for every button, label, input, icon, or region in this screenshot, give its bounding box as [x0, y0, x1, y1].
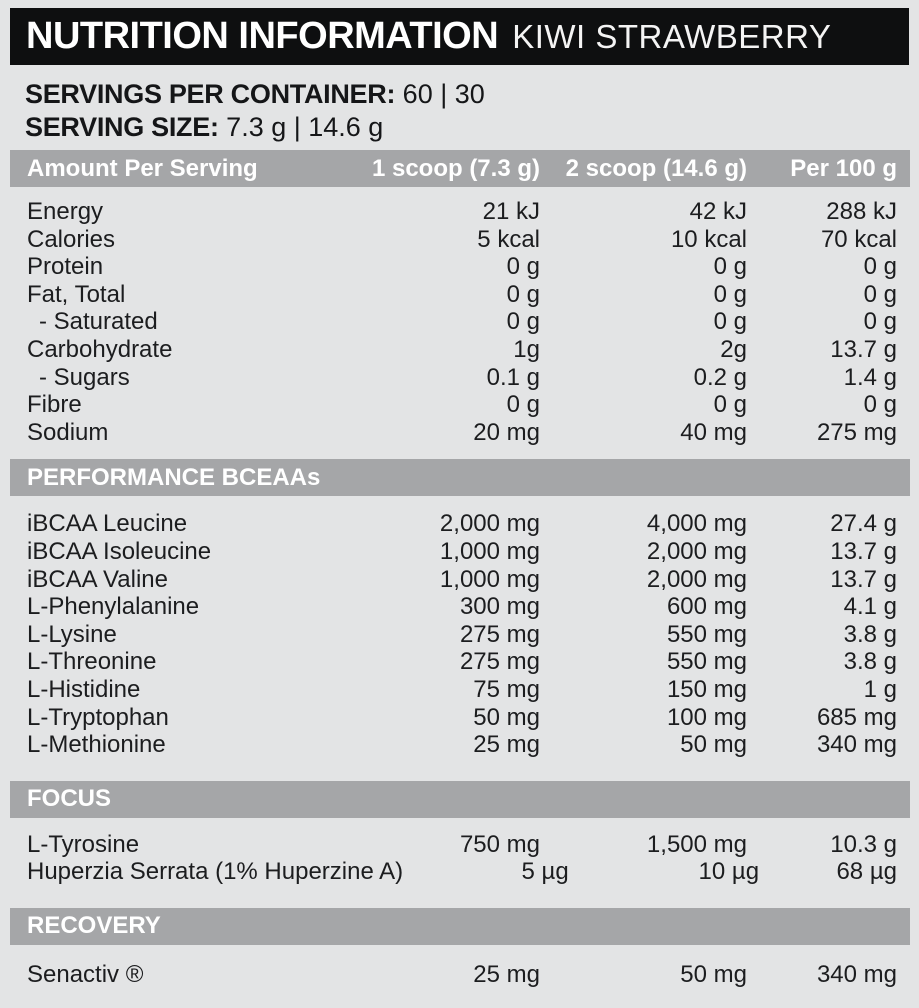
value-2-scoop: 0 g	[713, 308, 747, 336]
value-2-scoop: 4,000 mg	[646, 510, 747, 538]
value-1-scoop: 1,000 mg	[439, 537, 540, 565]
nutrient-label: L-Tryptophan	[27, 703, 169, 731]
nutrient-label: Carbohydrate	[27, 335, 173, 363]
value-1-scoop: 750 mg	[459, 830, 540, 858]
value-per-100g: 275 mg	[816, 418, 897, 446]
table-row	[27, 364, 897, 392]
table-row	[27, 308, 897, 336]
value-1-scoop: 1,000 mg	[439, 565, 540, 593]
nutrient-label: Protein	[27, 253, 104, 281]
servings-per-container-line	[25, 78, 909, 111]
value-per-100g: 0 g	[863, 280, 897, 308]
value-1-scoop: 0.1 g	[486, 363, 540, 391]
value-2-scoop: 150 mg	[666, 675, 747, 703]
value-1-scoop: 21 kJ	[482, 198, 540, 225]
value-2-scoop: 550 mg	[666, 648, 747, 676]
value-1-scoop: 75 mg	[473, 675, 540, 703]
serving-size-line	[25, 111, 909, 144]
value-1-scoop: 300 mg	[459, 593, 540, 621]
table-row	[27, 253, 897, 281]
value-per-100g: 0 g	[863, 253, 897, 281]
nutrient-label: iBCAA Isoleucine	[27, 537, 212, 565]
value-per-100g: 10.3 g	[830, 830, 897, 858]
table-row	[27, 419, 897, 447]
nutrient-label: Fat, Total	[27, 280, 126, 308]
section-header-bar	[10, 459, 910, 496]
value-per-100g: 13.7 g	[830, 537, 897, 565]
value-per-100g: 1.4 g	[843, 363, 897, 391]
value-2-scoop: 550 mg	[666, 620, 747, 648]
value-2-scoop: 40 mg	[680, 418, 747, 446]
value-per-100g: 68 µg	[836, 858, 897, 886]
section-title: FOCUS	[27, 785, 111, 813]
nutrient-label: - Saturated	[39, 308, 158, 336]
value-1-scoop: 5 µg	[521, 858, 569, 886]
value-2-scoop: 600 mg	[666, 593, 747, 621]
nutrient-label: iBCAA Valine	[27, 565, 168, 593]
nutrient-label: L-Phenylalanine	[27, 593, 200, 621]
value-per-100g: 0 g	[863, 308, 897, 336]
nutrient-label: iBCAA Leucine	[27, 510, 188, 538]
table-row	[27, 391, 897, 419]
table-row	[27, 198, 897, 226]
value-per-100g: 3.8 g	[843, 620, 897, 648]
nutrient-label: Energy	[27, 198, 104, 225]
nutrient-label: - Sugars	[39, 363, 130, 391]
table-row	[27, 510, 897, 538]
nutrient-label: Calories	[27, 225, 116, 253]
sections-root	[0, 459, 919, 988]
value-2-scoop: 0 g	[713, 280, 747, 308]
value-2-scoop: 2,000 mg	[646, 537, 747, 565]
table-row	[27, 281, 897, 309]
nutrient-label: L-Threonine	[27, 648, 157, 676]
value-1-scoop: 1g	[513, 335, 540, 363]
column-header-2-scoop: 2 scoop (14.6 g)	[565, 154, 747, 182]
table-row	[27, 621, 897, 649]
value-1-scoop: 25 mg	[473, 960, 540, 988]
section-rows	[10, 945, 910, 989]
nutrient-label: Huperzia Serrata (1% Huperzine A)	[27, 858, 404, 886]
value-1-scoop: 20 mg	[473, 418, 540, 446]
table-row	[27, 538, 897, 566]
flavor-label: KIWI STRAWBERRY	[512, 17, 832, 55]
value-per-100g: 13.7 g	[830, 565, 897, 593]
table-section	[0, 781, 919, 886]
value-per-100g: 685 mg	[816, 703, 897, 731]
nutrient-label: Fibre	[27, 391, 82, 419]
nutrient-label: Sodium	[27, 418, 109, 446]
serving-size-label: SERVING SIZE:	[25, 112, 219, 142]
value-2-scoop: 0 g	[713, 391, 747, 419]
table-section	[0, 459, 919, 758]
value-2-scoop: 50 mg	[680, 731, 747, 759]
nutrient-label: L-Methionine	[27, 731, 166, 759]
value-per-100g: 288 kJ	[826, 198, 897, 225]
value-1-scoop: 0 g	[506, 253, 540, 281]
table-row	[27, 226, 897, 254]
table-row	[27, 593, 897, 621]
section-rows	[10, 818, 910, 886]
nutrient-label: Senactiv ®	[27, 960, 144, 988]
serving-info	[25, 78, 909, 144]
section-rows	[10, 496, 910, 758]
value-2-scoop: 1,500 mg	[646, 830, 747, 858]
value-per-100g: 0 g	[863, 391, 897, 419]
value-1-scoop: 275 mg	[459, 620, 540, 648]
column-header-amount: Amount Per Serving	[27, 154, 258, 182]
value-2-scoop: 42 kJ	[689, 198, 747, 225]
serving-size-value: 7.3 g | 14.6 g	[226, 112, 384, 142]
servings-per-container-label: SERVINGS PER CONTAINER:	[25, 79, 396, 109]
nutrient-label: L-Histidine	[27, 675, 141, 703]
value-per-100g: 340 mg	[816, 960, 897, 988]
value-per-100g: 27.4 g	[830, 510, 897, 538]
value-per-100g: 13.7 g	[830, 335, 897, 363]
table-row	[27, 858, 897, 886]
servings-per-container-value: 60 | 30	[402, 79, 485, 109]
nutrition-rows	[10, 187, 910, 446]
value-2-scoop: 10 µg	[698, 858, 760, 886]
value-2-scoop: 50 mg	[680, 960, 747, 988]
nutrient-label: L-Lysine	[27, 620, 117, 648]
table-row	[27, 831, 897, 859]
table-row	[27, 336, 897, 364]
value-per-100g: 4.1 g	[843, 593, 897, 621]
section-title: RECOVERY	[27, 912, 161, 940]
table-row	[27, 566, 897, 594]
page-title: NUTRITION INFORMATION	[26, 15, 499, 57]
column-header-bar	[10, 150, 910, 187]
value-2-scoop: 0 g	[713, 253, 747, 281]
section-header-bar	[10, 908, 910, 945]
value-1-scoop: 50 mg	[473, 703, 540, 731]
value-2-scoop: 100 mg	[666, 703, 747, 731]
value-per-100g: 1 g	[863, 675, 897, 703]
table-row	[27, 676, 897, 704]
value-1-scoop: 275 mg	[459, 648, 540, 676]
value-1-scoop: 2,000 mg	[439, 510, 540, 538]
table-row	[27, 961, 897, 989]
nutrient-label: L-Tyrosine	[27, 830, 140, 858]
section-title: PERFORMANCE BCEAAs	[27, 463, 321, 491]
value-1-scoop: 0 g	[506, 391, 540, 419]
value-per-100g: 340 mg	[816, 731, 897, 759]
table-section	[0, 908, 919, 989]
header-bar	[10, 8, 909, 65]
value-per-100g: 70 kcal	[820, 225, 897, 253]
value-1-scoop: 25 mg	[473, 731, 540, 759]
value-1-scoop: 0 g	[506, 280, 540, 308]
value-2-scoop: 2,000 mg	[646, 565, 747, 593]
value-1-scoop: 5 kcal	[477, 225, 540, 253]
table-row	[27, 731, 897, 759]
column-header-1-scoop: 1 scoop (7.3 g)	[371, 154, 540, 182]
value-1-scoop: 0 g	[506, 308, 540, 336]
table-row	[27, 648, 897, 676]
section-header-bar	[10, 781, 910, 818]
value-2-scoop: 2g	[720, 335, 747, 363]
table-row	[27, 704, 897, 732]
column-header-per-100g: Per 100 g	[790, 154, 897, 182]
value-per-100g: 3.8 g	[843, 648, 897, 676]
value-2-scoop: 10 kcal	[670, 225, 747, 253]
value-2-scoop: 0.2 g	[693, 363, 747, 391]
